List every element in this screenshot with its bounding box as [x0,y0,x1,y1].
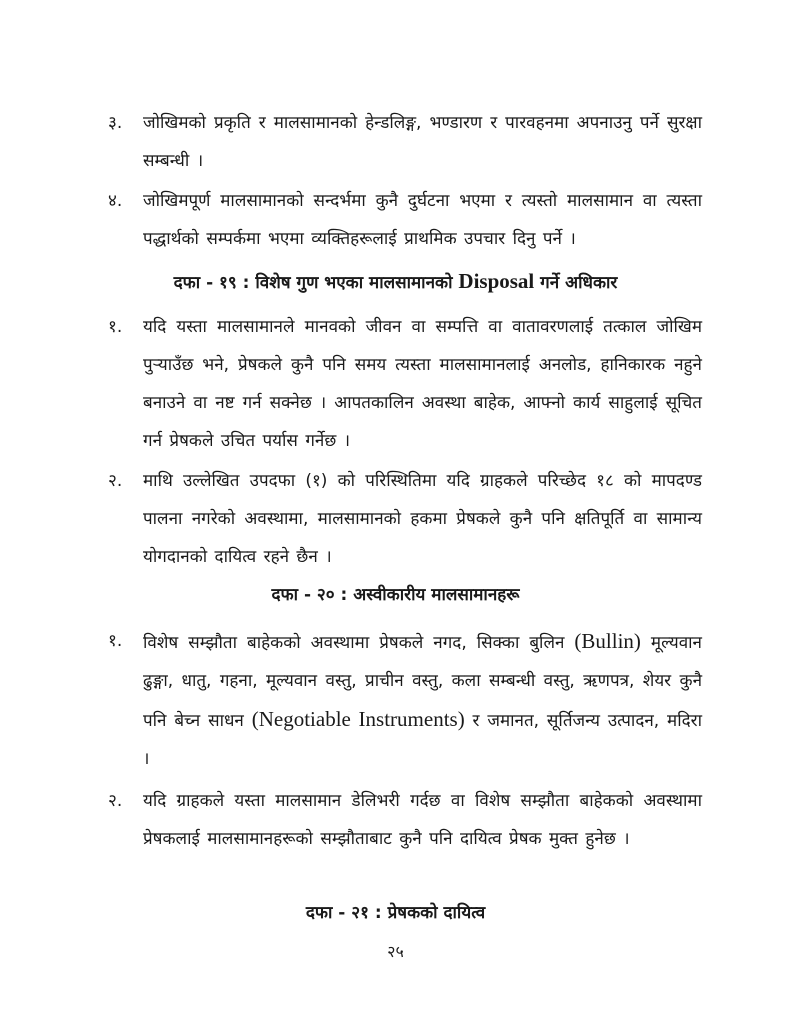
clause-number: १. [108,317,123,337]
clause-text: यदि ग्राहकले यस्ता मालसामान डेलिभरी गर्दछ वा विशेष सम्झौता बाहेकको अवस्थामा प्रेषकलाई मालसामानहरूको सम्झौताबाट कुनै पनि दायित्व प्रेषक मुक्त हुनेछ । [143,791,702,849]
section-20-heading: दफा - २० : अस्वीकारीय मालसामानहरू [271,585,520,605]
clause-text-part: विशेष सम्झौता बाहेकको अवस्थामा प्रेषकले नगद, सिक्का बुलिन [143,633,575,653]
section-21-heading: दफा - २१ : प्रेषकको दायित्व [305,903,486,923]
clause-text: यदि यस्ता मालसामानले मानवको जीवन वा सम्पत्ति वा वातावरणलाई तत्काल जोखिम पुऱ्याउँछ भने, प्रेषकले कुनै पनि समय त्यस्ता मालसामानलाई अनलोड, हानिकारक नहुने बनाउने वा नष्ट गर्न सक्नेछ । आपतकालिन अवस्था बाहेक, आफ्नो कार्य साहुलाई सूचित गर्न प्रेषकले उचित पर्यास गर्नेछ । [143,317,702,451]
section-19-heading [0,266,791,298]
section-20-clause-2 [108,782,702,858]
heading-text-pre: दफा - १९ : विशेष गुण भएका मालसामानको [173,273,459,293]
english-term: (Negotiable Instruments) [251,707,465,731]
english-term: (Bullin) [574,629,641,653]
clause-text: जोखिमपूर्ण मालसामानको सन्दर्भमा कुनै दुर्घटना भएमा र त्यस्तो मालसामान वा त्यस्ता पद्धार्थको सम्पर्कमा भएमा व्यक्तिहरूलाई प्राथमिक उपचार दिनु पर्ने । [143,191,702,249]
clause-number: २. [108,791,123,811]
heading-text-english: Disposal [458,269,535,293]
clause-text [143,622,702,778]
clause-number: २. [108,471,123,491]
clause-text-part: र जमानत, सूर्तिजन्य उत्पादन, मदिरा । [143,711,702,769]
section-19-clause-2 [108,462,702,576]
section-19-clause-1 [108,308,702,460]
heading-text-post: गर्ने अधिकार [534,273,618,293]
page-number: २५ [387,942,404,961]
clause-3 [108,104,702,180]
section-20-clause-1 [108,622,702,778]
clause-text: जोखिमको प्रकृति र मालसामानको हेन्डलिङ्ग, भण्डारण र पारवहनमा अपनाउनु पर्ने सुरक्षा सम्बन्धी । [143,113,702,171]
clause-number: ४. [108,191,123,211]
clause-text: माथि उल्लेखित उपदफा (१) को परिस्थितिमा यदि ग्राहकले परिच्छेद १८ को मापदण्ड पालना नगरेको अवस्थामा, मालसामानको हकमा प्रेषकले कुनै पनि क्षतिपूर्ति वा सामान्य योगदानको दायित्व रहने छैन । [143,471,702,567]
clause-4 [108,182,702,258]
clause-number: ३. [108,113,123,133]
clause-number: १. [108,631,123,651]
clause-text-part: मूल्यवान ढुङ्गा, धातु, गहना, मूल्यवान वस्तु, प्राचीन वस्तु, कला सम्बन्धी वस्तु, ऋणपत्र, शेयर कुनै पनि बेच्न साधन [143,633,702,731]
